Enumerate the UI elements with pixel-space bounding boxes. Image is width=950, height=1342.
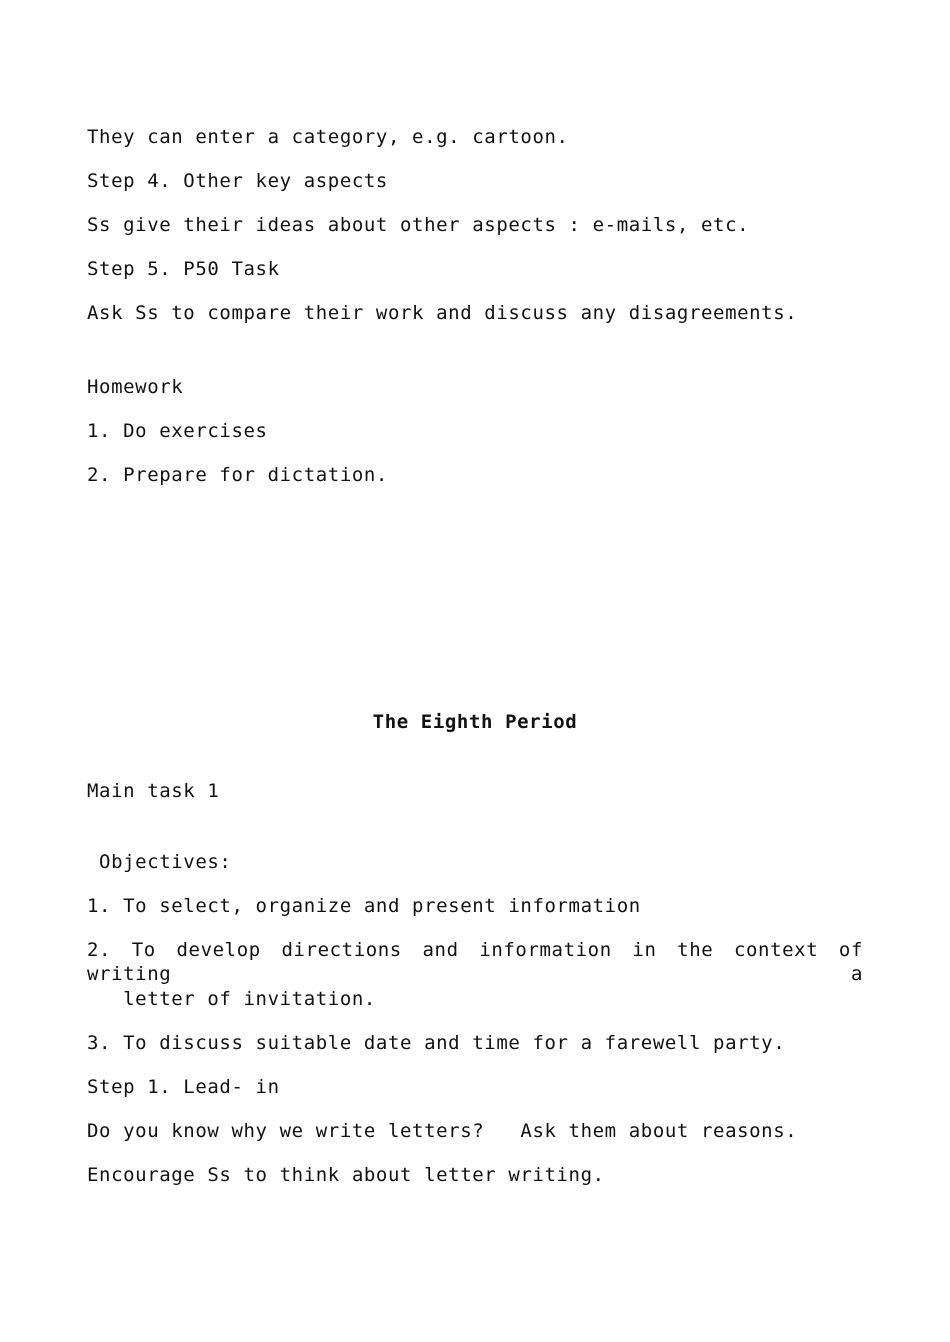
step-heading: Step 4. Other key aspects — [87, 170, 388, 192]
objective-item: 1. To select, organize and present information — [87, 895, 641, 917]
objective-item: 2. To develop directions and information in the context of writing a — [87, 939, 863, 985]
objective-item: 3. To discuss suitable date and time for a farewell party. — [87, 1032, 786, 1054]
text-line: Ask Ss to compare their work and discuss any disagreements. — [87, 302, 798, 324]
step-heading: Step 5. P50 Task — [87, 258, 280, 280]
text-line: Ss give their ideas about other aspects : e-mails, etc. — [87, 214, 750, 236]
step-heading: Step 1. Lead- in — [87, 1076, 280, 1098]
text-line: Encourage Ss to think about letter writing. — [87, 1164, 605, 1186]
homework-item: 1. Do exercises — [87, 420, 268, 442]
text-line: Do you know why we write letters? Ask them about reasons. — [87, 1120, 798, 1142]
section-title: The Eighth Period — [372, 711, 578, 733]
homework-heading: Homework — [87, 376, 184, 398]
objective-item-continuation: letter of invitation. — [87, 988, 376, 1010]
text-line: They can enter a category, e.g. cartoon. — [87, 126, 569, 148]
section-subtitle: Main task 1 — [87, 780, 220, 802]
objectives-heading: Objectives: — [87, 851, 232, 873]
homework-item: 2. Prepare for dictation. — [87, 464, 388, 486]
